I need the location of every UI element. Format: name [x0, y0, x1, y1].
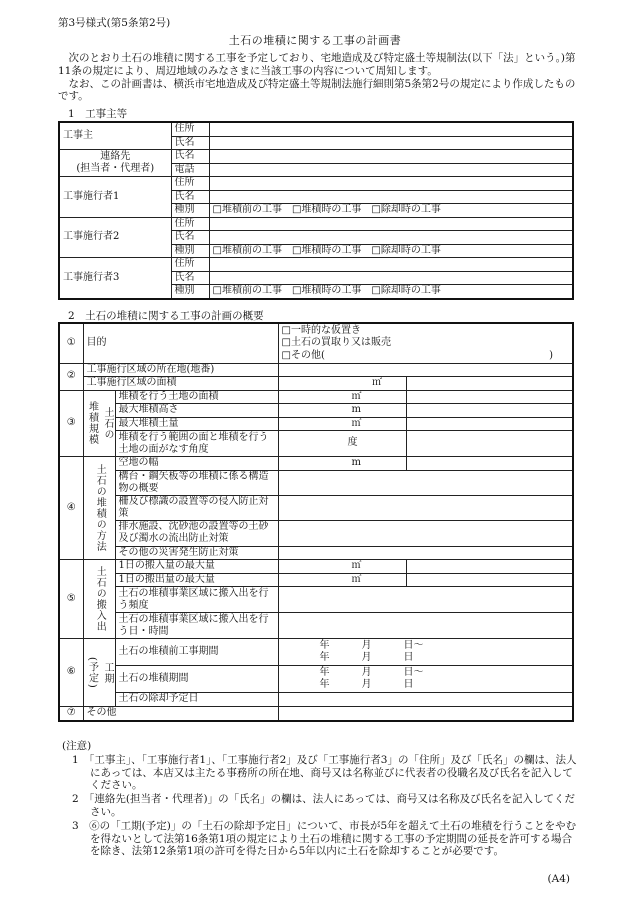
- unit-m3: ㎥: [351, 560, 362, 571]
- max-height-field[interactable]: [278, 404, 406, 418]
- unit-m: m: [351, 404, 361, 415]
- plan-summary-table: [58, 322, 574, 722]
- label-area: 工事施行区域の面積: [83, 377, 278, 391]
- label-frequency: 土石の堆積事業区域に搬入出を行う頻度: [115, 587, 278, 613]
- unit-m2: ㎡: [351, 390, 362, 402]
- contractor3-address-field[interactable]: [209, 258, 573, 272]
- max-volume-extra: [406, 417, 573, 431]
- label-contractor3: 工事施行者3: [59, 258, 171, 299]
- section-2-heading: 2 土石の堆積に関する工事の計画の概要: [68, 310, 264, 322]
- label-address: 住所: [171, 122, 209, 136]
- label-address: 住所: [171, 258, 209, 272]
- row-number-2: ②: [59, 363, 83, 390]
- label-in-max: 1日の搬入量の最大量: [115, 560, 278, 574]
- before-period-field[interactable]: 年 月 日〜 年 月 日: [278, 639, 573, 666]
- label-fence: 柵及び標識の設置等の侵入防止対策: [115, 495, 278, 520]
- section-1-heading: 1 工事主等: [68, 108, 128, 120]
- max-volume-field[interactable]: [278, 417, 406, 431]
- label-open-width: 空地の幅: [115, 457, 278, 471]
- contractor1-address-field[interactable]: [209, 177, 573, 191]
- label-days: 土石の堆積事業区域に搬入出を行う日・時間: [115, 613, 278, 639]
- form-number: 第3号様式(第5条第2号): [58, 17, 171, 29]
- label-before-period: 土石の堆積前工事期間: [115, 639, 278, 666]
- label-transport: 土石の搬入出: [83, 560, 115, 639]
- row-number-3: ③: [59, 390, 83, 457]
- area-field[interactable]: [278, 377, 406, 391]
- unit-m2: ㎡: [372, 377, 382, 388]
- label-phone: 電話: [171, 163, 209, 177]
- note-2: 2 「連絡先(担当者・代理者)」の「氏名」の欄は、法人にあっては、商号又は名称及び氏名を記入してください。: [72, 793, 576, 818]
- label-name: 氏名: [171, 150, 209, 164]
- contractor2-kind-options[interactable]: □堆積前の工事 □堆積時の工事 □除却時の工事: [209, 244, 573, 258]
- row-number-1: ①: [59, 323, 83, 363]
- label-scale-outer: 堆積規模: [83, 390, 99, 457]
- label-name: 氏名: [171, 136, 209, 150]
- contractor1-kind-options[interactable]: □堆積前の工事 □堆積時の工事 □除却時の工事: [209, 204, 573, 218]
- intro-paragraph-1: 次のとおり土石の堆積に関する工事を予定しており、宅地造成及び特定盛土等規制法(以下「法」という。)第11条の規定により、周辺地域のみなさまに当該工事の内容について周知します。: [58, 52, 576, 77]
- label-removal-date: 土石の除却予定日: [115, 693, 278, 707]
- unit-m: m: [351, 457, 361, 468]
- label-kind: 種別: [171, 285, 209, 299]
- label-contractor1: 工事施行者1: [59, 177, 171, 218]
- applicant-table: [58, 121, 574, 300]
- label-contact: 連絡先 (担当者・代理者): [59, 150, 171, 177]
- intro-paragraph-2: なお、この計画書は、横浜市宅地造成及び特定盛土等規制法施行細則第5条第2号の規定により作成したものです。: [58, 77, 576, 103]
- label-name: 氏名: [171, 271, 209, 285]
- row-number-6: ⑥: [59, 639, 83, 707]
- label-pile-area: 堆積を行う土地の面積: [115, 390, 278, 404]
- open-width-extra: [406, 457, 573, 471]
- out-max-field[interactable]: [278, 573, 406, 587]
- row-number-7: ⑦: [59, 707, 83, 721]
- other-field[interactable]: [278, 707, 573, 721]
- label-other: その他: [83, 707, 278, 721]
- label-pile-period: 土石の堆積期間: [115, 666, 278, 693]
- notes: [62, 740, 582, 858]
- angle-extra: [406, 431, 573, 457]
- unit-m3: ㎥: [351, 573, 362, 585]
- label-name: 氏名: [171, 231, 209, 245]
- page-title: 土石の堆積に関する工事の計画書: [228, 34, 402, 47]
- angle-field[interactable]: [278, 431, 406, 457]
- label-purpose: 目的: [83, 323, 278, 363]
- label-kind: 種別: [171, 204, 209, 218]
- label-angle: 堆積を行う範囲の面と堆積を行う土地の面がなす角度: [115, 431, 278, 457]
- label-kind: 種別: [171, 244, 209, 258]
- label-address: 住所: [171, 177, 209, 191]
- label-period-planned: (予定): [83, 639, 99, 707]
- label-max-height: 最大堆積高さ: [115, 404, 278, 418]
- label-name: 氏名: [171, 190, 209, 204]
- label-koujinushi: 工事主: [59, 122, 171, 150]
- label-scale-inner: 土石の: [99, 390, 115, 457]
- koujinushi-name-field[interactable]: [209, 136, 573, 150]
- label-method: 土石の堆積の方法: [83, 457, 115, 560]
- contractor1-name-field[interactable]: [209, 190, 573, 204]
- intro: [58, 52, 578, 103]
- max-height-extra: [406, 404, 573, 418]
- area-extra: [406, 377, 573, 391]
- label-address: 住所: [171, 217, 209, 231]
- label-max-volume: 最大堆積土量: [115, 417, 278, 431]
- removal-date-field[interactable]: [278, 693, 573, 707]
- contact-phone-field[interactable]: [209, 163, 573, 177]
- row-number-4: ④: [59, 457, 83, 560]
- contractor3-kind-options[interactable]: □堆積前の工事 □堆積時の工事 □除却時の工事: [209, 285, 573, 299]
- label-structure: 構台・鋼矢板等の堆積に係る構造物の概要: [115, 470, 278, 495]
- contractor2-address-field[interactable]: [209, 217, 573, 231]
- note-1: 1 「工事主」、「工事施行者1」、「工事施行者2」及び「工事施行者3」の「住所」及び「氏名」の欄は、法人にあっては、本店又は主たる事務所の所在地、商号又は名称並びに代表者の役職名及び氏名を記入してください。: [72, 753, 577, 792]
- note-3: 3 ⑥の「工期(予定)」の「土石の除却予定日」について、市長が5年を超えて土石の堆積を行うことをやむを得ないとして法第16条第1項の規定により土石の堆積に関する工事の予定期間の延長を許可する場合を除き、法第12条第1項の許可を得た日から5年以内に土石を除却することが必要です。: [72, 819, 577, 858]
- paper-size-label: (A4): [547, 873, 570, 885]
- label-drainage: 排水施設、沈砂池の設置等の土砂及び濁水の流出防止対策: [115, 520, 278, 546]
- structure-field[interactable]: [278, 470, 573, 495]
- in-max-extra: [406, 560, 573, 574]
- label-out-max: 1日の搬出量の最大量: [115, 573, 278, 587]
- label-contractor2: 工事施行者2: [59, 217, 171, 258]
- other-disaster-field[interactable]: [278, 546, 573, 560]
- label-location: 工事施行区域の所在地(地番): [83, 363, 278, 377]
- koujinushi-address-field[interactable]: [209, 122, 573, 136]
- drainage-field[interactable]: [278, 520, 573, 546]
- row-number-5: ⑤: [59, 560, 83, 639]
- pile-period-field[interactable]: 年 月 日〜 年 月 日: [278, 666, 573, 693]
- location-field[interactable]: [278, 363, 573, 377]
- contractor3-name-field[interactable]: [209, 271, 573, 285]
- purpose-options[interactable]: □一時的な仮置き □土石の買取り又は販売 □その他( ): [278, 323, 573, 363]
- notes-heading: (注意): [62, 740, 92, 752]
- unit-m3: ㎥: [351, 417, 362, 429]
- unit-degree: 度: [347, 437, 358, 449]
- label-other-disaster: その他の災害発生防止対策: [115, 546, 278, 560]
- days-field[interactable]: [278, 613, 573, 639]
- pile-area-field[interactable]: [278, 390, 406, 404]
- pile-area-extra: [406, 390, 573, 404]
- open-width-field[interactable]: [278, 457, 406, 471]
- frequency-field[interactable]: [278, 587, 573, 613]
- contact-name-field[interactable]: [209, 150, 573, 164]
- out-max-extra: [406, 573, 573, 587]
- fence-field[interactable]: [278, 495, 573, 520]
- contractor2-name-field[interactable]: [209, 231, 573, 245]
- in-max-field[interactable]: [278, 560, 406, 574]
- label-period: 工期: [99, 639, 115, 707]
